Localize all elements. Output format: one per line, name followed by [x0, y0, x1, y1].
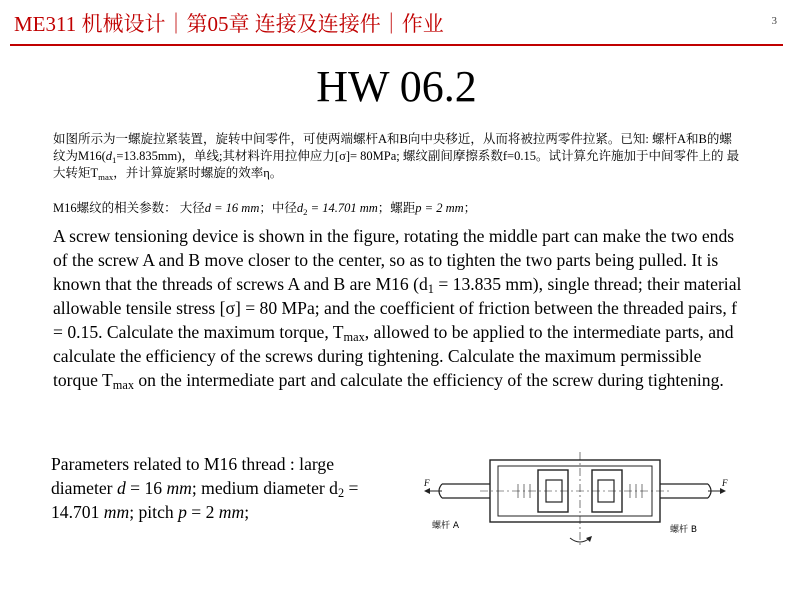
english-parameters: [51, 452, 386, 524]
screw-b-label: 螺杆 B: [670, 525, 698, 535]
chinese-problem-statement: [53, 131, 743, 182]
cn-text-part-1: 如图所示为一螺旋拉紧装置，旋转中间零件，可使两端螺杆A和B向中央移近，从而将被拉两零件拉紧。已知: 螺杆A和B的螺纹为M16(: [53, 132, 732, 163]
en-d1-subscript: 1: [427, 282, 434, 296]
en-params-e: = 14.701: [51, 478, 359, 522]
cn-text-part-2: =13.835mm)，单线;其材料许用拉伸应力[σ]= 80MPa; 螺纹副间摩擦系数f=0.15。试计算允许施加于中间零件上的 最大转矩T: [53, 149, 740, 180]
force-label-left: F: [424, 478, 430, 488]
en-tmax2-subscript: max: [112, 378, 134, 392]
en-params-d2-subscript: 2: [337, 486, 345, 500]
page-number: 3: [771, 15, 777, 27]
en-params-b: = 16: [125, 478, 167, 498]
force-label-right: F: [722, 478, 728, 488]
cn-params-d2-value: = 14.701 mm: [307, 201, 378, 215]
en-params-c: ; medium diameter d: [191, 478, 338, 498]
en-params-a: Parameters related to M16 thread : large diameter: [51, 454, 335, 498]
tensioning-device-drawing: [420, 452, 736, 552]
en-params-mm-3: mm: [218, 502, 245, 522]
cn-params-pitch-label: ；螺距: [377, 201, 416, 215]
en-params-p-symbol: p: [178, 502, 187, 522]
slide-title: HW 06.2: [316, 62, 477, 111]
force-arrow-left-head: [424, 488, 430, 494]
cn-params-d2-symbol: d: [296, 201, 304, 215]
en-text-part-1: A screw tensioning device is shown in the figure, rotating the middle part can make the two ends of the screw A and B move closer to the center, so as to tighten the two parts being pulled. It is known that the threads of screws A and B are M16 (d: [53, 226, 735, 294]
rotation-arrow-head: [586, 536, 592, 542]
tensioning-device-figure: [420, 452, 736, 552]
cn-params-prefix: M16螺纹的相关参数： 大径: [53, 201, 205, 215]
force-arrow-right-head: [720, 488, 726, 494]
en-tmax-subscript: max: [343, 330, 365, 344]
en-params-mm-2: mm: [103, 502, 130, 522]
en-text-part-2: = 13.835 mm), single thread; their material allowable tensile stress [σ] = 80 MPa; and the coefficient of friction between the threaded pairs, f = 0.15. Calculate the maximum torque, T: [53, 274, 742, 342]
en-text-part-4: on the intermediate part and calculate the efficiency of the screw during tightening.: [133, 370, 724, 390]
en-params-g: = 2: [186, 502, 219, 522]
en-params-d-symbol: d: [116, 478, 126, 498]
english-problem-statement: [53, 224, 748, 392]
cn-params-major-diameter: d = 16 mm: [204, 201, 260, 215]
en-params-h: ;: [244, 502, 250, 522]
cn-params-d2-subscript: 2: [303, 207, 308, 217]
cn-params-end: ；: [463, 201, 477, 215]
cn-d1-symbol: d: [105, 149, 113, 163]
screw-a-label: 螺杆 A: [432, 521, 460, 531]
en-params-mm-1: mm: [166, 478, 192, 498]
cn-tmax-subscript: max: [98, 172, 114, 182]
chinese-parameters: [53, 200, 743, 217]
cn-params-pitch-value: p = 2 mm: [415, 201, 464, 215]
cn-text-part-3: ，并计算旋紧时螺旋的效率η。: [113, 166, 283, 180]
header-title: ME311 机械设计｜第05章 连接及连接件｜作业: [14, 12, 444, 36]
en-text-part-3: , allowed to be applied to the intermediate parts, and calculate the efficiency of the screws during tightening. Calculate the maximum permissible torque T: [53, 322, 734, 390]
cn-d1-subscript: 1: [112, 155, 117, 165]
en-params-f: ; pitch: [129, 502, 179, 522]
header-divider: [10, 44, 783, 46]
cn-params-mid-label: ；中径: [259, 201, 297, 215]
